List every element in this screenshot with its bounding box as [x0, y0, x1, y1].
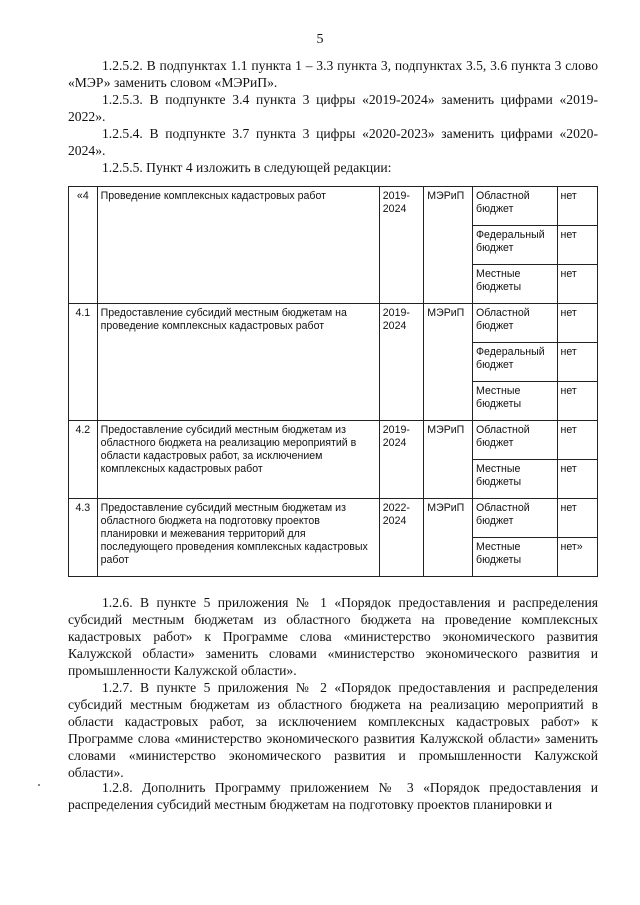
measures-table [68, 186, 598, 577]
row-number: 4.1 [69, 304, 98, 421]
scan-speck [38, 784, 40, 786]
funding-value: нет [557, 226, 597, 265]
paragraph-1-2-6: 1.2.6. В пункте 5 приложения № 1 «Порядок предоставления и распределения субсидий местным бюджетам из областного бюджета на проведение комплексных кадастровых работ» к Программе слова «министерство экономического развития Калужской области» заменить словами «министерство экономического развития и промышленности Калужской области». [68, 595, 598, 678]
paragraph-1-2-5-2: 1.2.5.2. В подпунктах 1.1 пункта 1 – 3.3 пункта 3, подпунктах 3.5, 3.6 пункта 3 слово «МЭР» заменить словом «МЭРиП». [68, 58, 598, 90]
measure-executor: МЭРиП [424, 187, 473, 304]
paragraph-1-2-8: 1.2.8. Дополнить Программу приложением № 3 «Порядок предоставления и распределения субсидий местным бюджетам на подготовку проектов планировки и [68, 780, 598, 812]
funding-source: Федеральный бюджет [473, 226, 558, 265]
funding-source: Местные бюджеты [473, 460, 558, 499]
table-row [69, 421, 598, 460]
funding-source: Местные бюджеты [473, 382, 558, 421]
funding-source: Областной бюджет [473, 499, 558, 538]
funding-source: Областной бюджет [473, 304, 558, 343]
paragraph-1-2-5-4: 1.2.5.4. В подпункте 3.7 пункта 3 цифры «2020-2023» заменить цифрами «2020-2024». [68, 126, 598, 158]
funding-value: нет [557, 265, 597, 304]
funding-value: нет [557, 499, 597, 538]
row-number: «4 [69, 187, 98, 304]
row-number: 4.2 [69, 421, 98, 499]
funding-source: Местные бюджеты [473, 265, 558, 304]
measure-years: 2019-2024 [379, 187, 423, 304]
paragraph-1-2-5-3: 1.2.5.3. В подпункте 3.4 пункта 3 цифры «2019-2024» заменить цифрами «2019-2022». [68, 92, 598, 124]
table-row [69, 187, 598, 226]
measure-executor: МЭРиП [424, 421, 473, 499]
funding-value: нет [557, 304, 597, 343]
paragraph-1-2-5-5: 1.2.5.5. Пункт 4 изложить в следующей редакции: [102, 160, 392, 175]
funding-source: Местные бюджеты [473, 538, 558, 577]
measure-years: 2019-2024 [379, 421, 423, 499]
row-number: 4.3 [69, 499, 98, 577]
paragraph-1-2-7: 1.2.7. В пункте 5 приложения № 2 «Порядок предоставления и распределения субсидий местным бюджетам из областного бюджета на реализацию мероприятий в области кадастровых работ, за исключением комплексных кадастровых работ» к Программе слова «министерство экономического развития Калужской области» заменить словами «министерство экономического развития и промышленности Калужской области». [68, 680, 598, 780]
measure-executor: МЭРиП [424, 499, 473, 577]
measure-executor: МЭРиП [424, 304, 473, 421]
page-number: 5 [316, 32, 324, 47]
funding-value: нет» [557, 538, 597, 577]
table-row [69, 499, 598, 538]
table-row [69, 304, 598, 343]
funding-value: нет [557, 187, 597, 226]
funding-source: Областной бюджет [473, 421, 558, 460]
measure-years: 2019-2024 [379, 304, 423, 421]
funding-value: нет [557, 382, 597, 421]
measure-name: Проведение комплексных кадастровых работ [97, 187, 379, 304]
funding-value: нет [557, 460, 597, 499]
funding-value: нет [557, 343, 597, 382]
measure-name: Предоставление субсидий местным бюджетам из областного бюджета на подготовку проектов планировки и межевания территорий для последующего проведения комплексных кадастровых работ [97, 499, 379, 577]
funding-value: нет [557, 421, 597, 460]
measure-years: 2022-2024 [379, 499, 423, 577]
funding-source: Областной бюджет [473, 187, 558, 226]
measure-name: Предоставление субсидий местным бюджетам на проведение комплексных кадастровых работ [97, 304, 379, 421]
funding-source: Федеральный бюджет [473, 343, 558, 382]
measure-name: Предоставление субсидий местным бюджетам из областного бюджета на реализацию мероприятий в области кадастровых работ, за исключением комплексных кадастровых работ [97, 421, 379, 499]
